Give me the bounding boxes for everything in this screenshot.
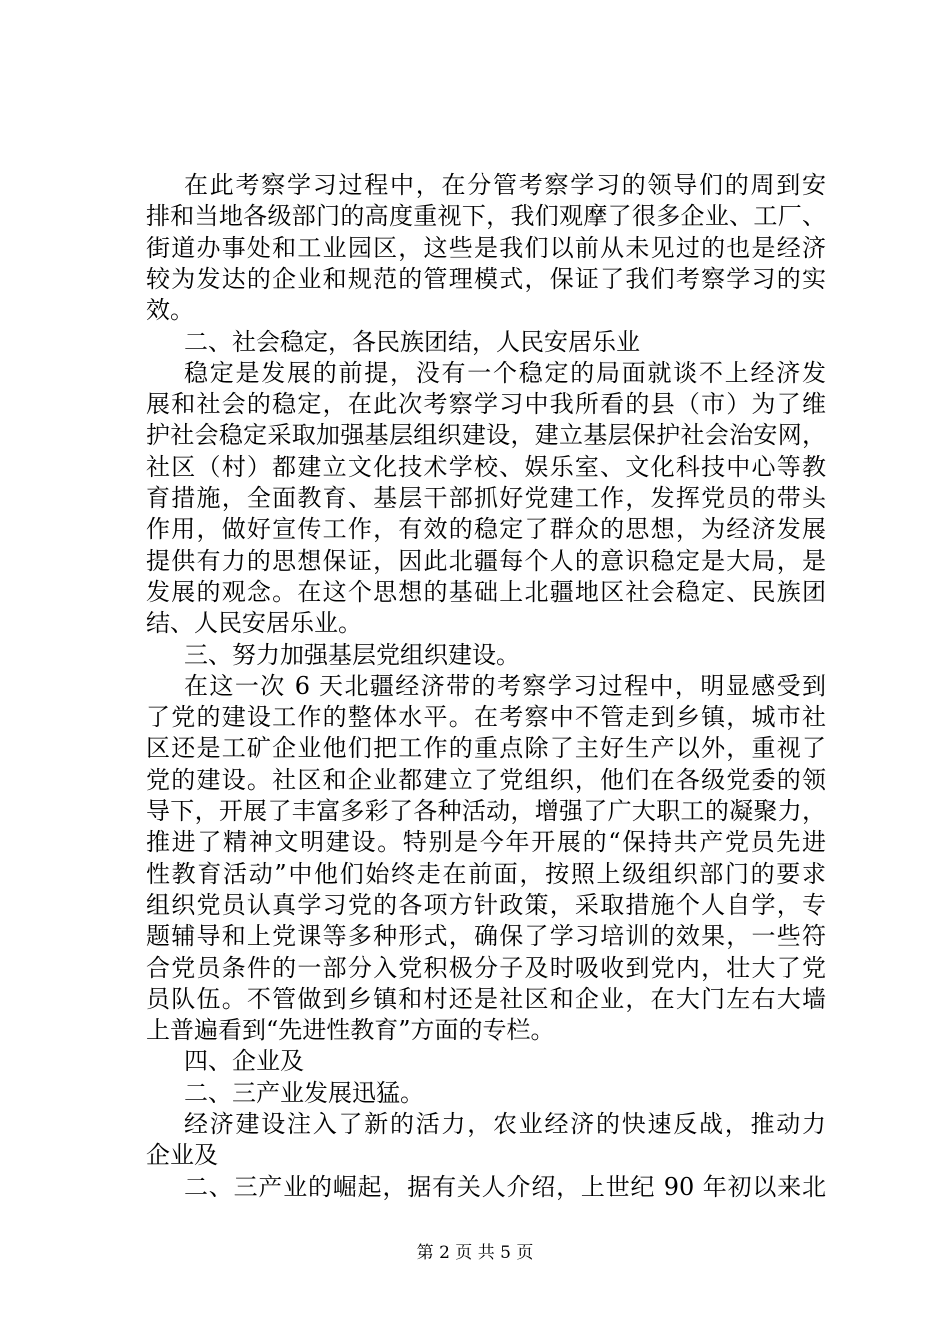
body-line: 员队伍。不管做到乡镇和村还是社区和企业，在大门左右大墙 (146, 985, 826, 1013)
body-line: 性教育活动”中他们始终走在前面，按照上级组织部门的要求 (146, 860, 826, 888)
body-line: 了党的建设工作的整体水平。在考察中不管走到乡镇，城市社 (146, 703, 826, 731)
body-line: 结、人民安居乐业。 (146, 609, 362, 637)
body-line: 在此考察学习过程中，在分管考察学习的领导们的周到安 (184, 171, 826, 199)
body-line: 街道办事处和工业园区，这些是我们以前从未见过的也是经济 (146, 234, 826, 262)
body-line: 稳定是发展的前提，没有一个稳定的局面就谈不上经济发 (184, 359, 826, 387)
page-footer: 第 2 页 共 5 页 (416, 1243, 534, 1263)
body-line: 护社会稳定采取加强基层组织建设，建立基层保护社会治安网， (146, 421, 826, 449)
body-line: 组织党员认真学习党的各项方针政策，采取措施个人自学，专 (146, 891, 826, 919)
section-heading: 二、三产业发展迅猛。 (184, 1079, 424, 1107)
body-line: 育措施，全面教育、基层干部抓好党建工作，发挥党员的带头 (146, 484, 826, 512)
body-line: 作用，做好宣传工作，有效的稳定了群众的思想，为经济发展 (146, 515, 826, 543)
body-line: 企业及 (146, 1141, 218, 1169)
body-line: 经济建设注入了新的活力，农业经济的快速反战，推动力 (184, 1110, 826, 1138)
section-heading: 二、社会稳定，各民族团结，人民安居乐业 (184, 328, 640, 356)
body-line: 党的建设。社区和企业都建立了党组织，他们在各级党委的领 (146, 766, 826, 794)
body-line: 合党员条件的一部分入党积极分子及时吸收到党内，壮大了党 (146, 954, 826, 982)
body-line: 效。 (146, 296, 194, 324)
body-line: 较为发达的企业和规范的管理模式，保证了我们考察学习的实 (146, 265, 826, 293)
body-line: 上普遍看到“先进性教育”方面的专栏。 (146, 1016, 555, 1044)
body-line: 推进了精神文明建设。特别是今年开展的“保持共产党员先进 (146, 828, 826, 856)
body-line: 提供有力的思想保证，因此北疆每个人的意识稳定是大局，是 (146, 547, 826, 575)
section-heading: 三、努力加强基层党组织建设。 (184, 641, 520, 669)
body-line: 区还是工矿企业他们把工作的重点除了主好生产以外，重视了 (146, 734, 826, 762)
body-line: 发展的观念。在这个思想的基础上北疆地区社会稳定、民族团 (146, 578, 826, 606)
body-line: 在这一次 6 天北疆经济带的考察学习过程中，明显感受到 (184, 672, 826, 700)
body-line: 展和社会的稳定，在此次考察学习中我所看的县（市）为了维 (146, 390, 826, 418)
section-heading: 四、企业及 (184, 1047, 304, 1075)
body-line: 排和当地各级部门的高度重视下，我们观摩了很多企业、工厂、 (146, 202, 826, 230)
body-line: 题辅导和上党课等多种形式，确保了学习培训的效果，一些符 (146, 922, 826, 950)
body-line: 二、三产业的崛起，据有关人介绍，上世纪 90 年初以来北 (184, 1173, 826, 1201)
body-line: 社区（村）都建立文化技术学校、娱乐室、文化科技中心等教 (146, 453, 826, 481)
body-line: 导下，开展了丰富多彩了各种活动，增强了广大职工的凝聚力， (146, 797, 826, 825)
